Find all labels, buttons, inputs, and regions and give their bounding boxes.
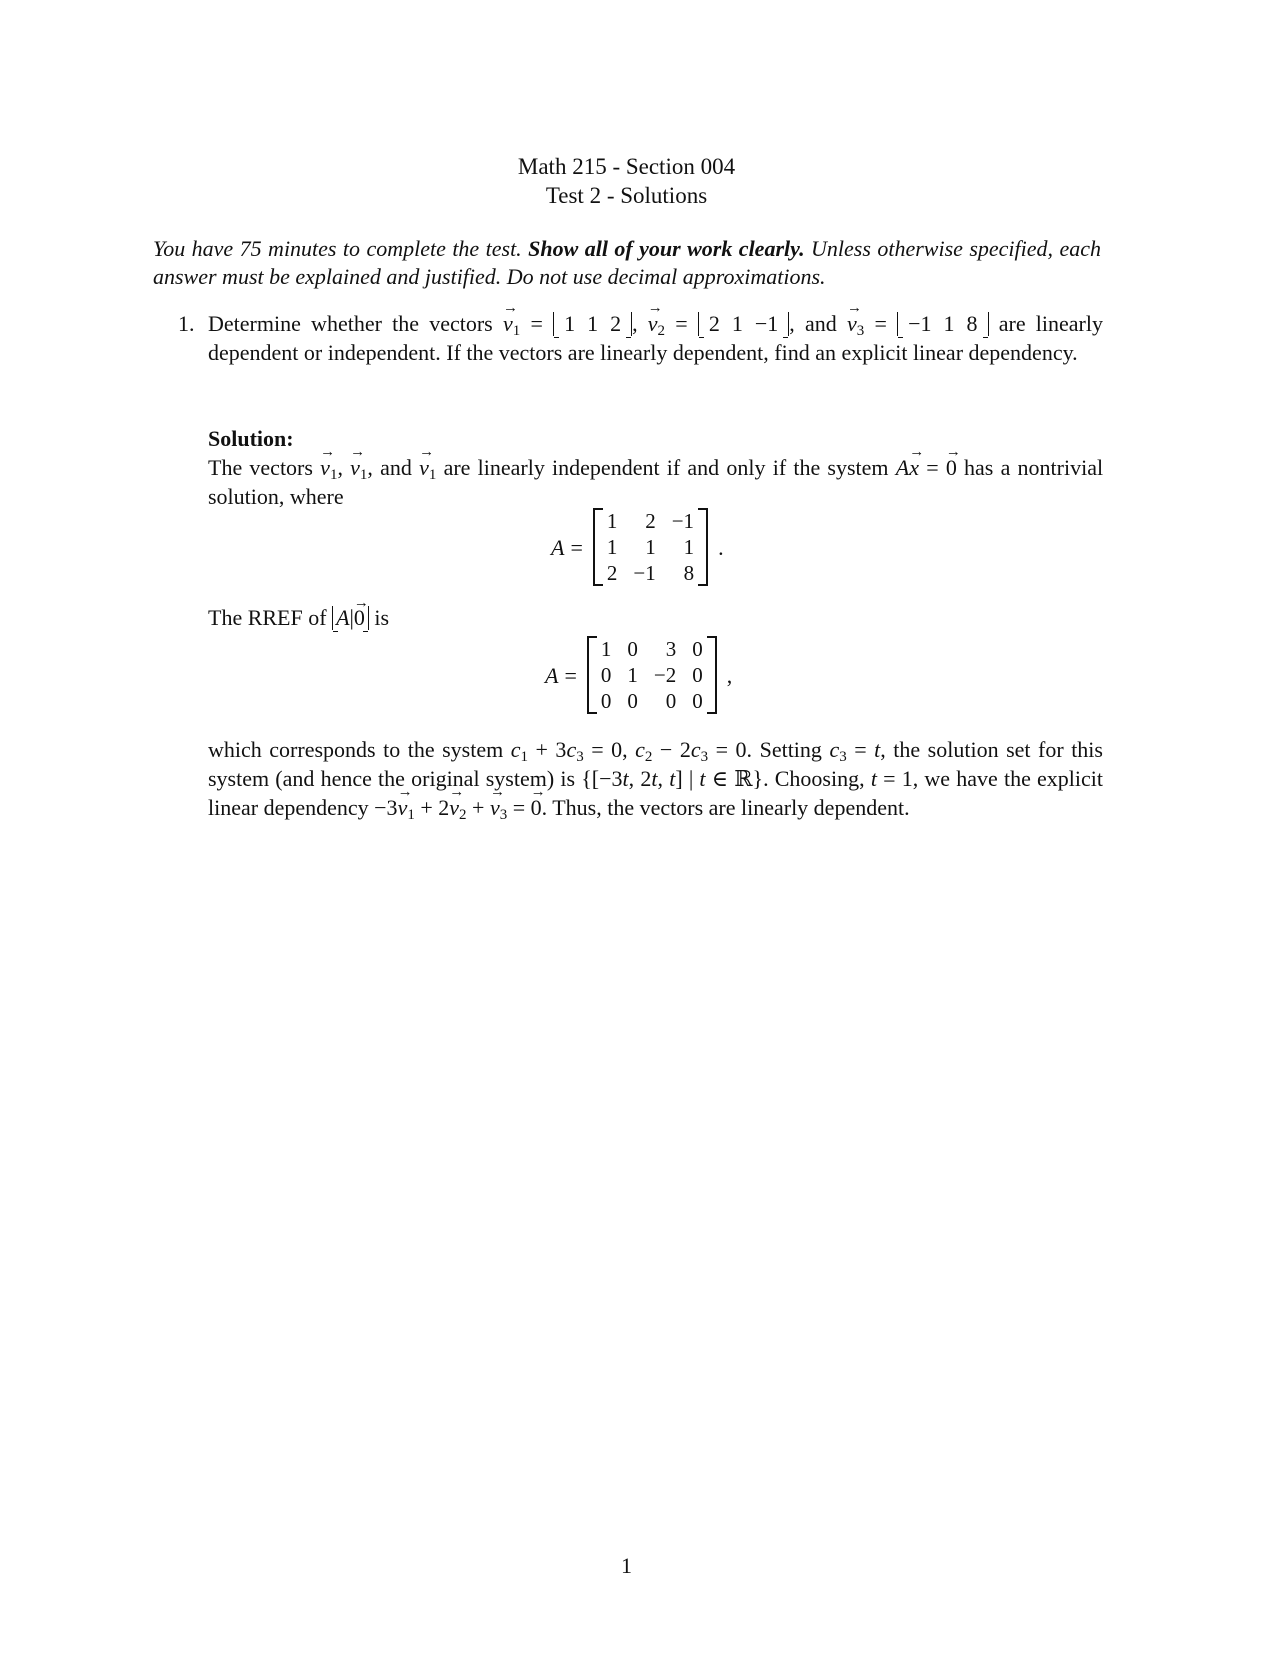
matrix-a-display: A = 1 2 −1 1 1 1 2 −1 8 . bbox=[551, 509, 724, 585]
v2-symbol: → v bbox=[648, 309, 658, 338]
and-text: , and bbox=[789, 311, 837, 336]
title-block bbox=[0, 152, 1253, 210]
instructions-part1: You have 75 minutes to complete the test. bbox=[153, 236, 522, 261]
matrix-a-label: A = bbox=[551, 534, 583, 560]
solution-heading: Solution: bbox=[208, 426, 294, 451]
rref-matrix: 1 0 3 0 0 1 −2 0 0 0 0 0 bbox=[587, 636, 717, 714]
problem-intro: Determine whether the vectors bbox=[208, 311, 493, 336]
page-number: 1 bbox=[621, 1553, 632, 1578]
rref-matrix-label: A = bbox=[545, 662, 577, 688]
v2-vector: 2 1 −1 bbox=[698, 312, 789, 336]
solution-block bbox=[208, 424, 1103, 511]
instructions bbox=[153, 235, 1101, 291]
v3-vector: −1 1 8 bbox=[897, 312, 988, 336]
v1-symbol: → v bbox=[503, 309, 513, 338]
v3-symbol: → v bbox=[847, 309, 857, 338]
instructions-part2: Unless otherwise specified, each answer must be explained and justified. Do not use decimal approximations. bbox=[153, 236, 1101, 289]
problem-rest: are linearly dependent or independent. If the vectors are linearly dependent, find an explicit linear dependency. bbox=[208, 311, 1103, 365]
rref-matrix-display: A = 1 0 3 0 0 1 −2 0 0 0 0 0 , bbox=[545, 637, 733, 713]
test-title: Test 2 - Solutions bbox=[545, 183, 708, 208]
problem-statement: Determine whether the vectors → $v_1 = 1$ 1 2 , → $v_2 = 2$ 1 −1 , and → $v_3 = -1$ 1 8 are linearly dependent or independent. If the vectors are linearly dependent, find an explicit linear dependency. bbox=[208, 309, 1103, 367]
solution-conclusion: which corresponds to the system $c_1 + 3c_3 = 0$, $c_2 - 2c_3 = 0$. Setting $c_3 = t$, the solution set for this system (and hence the original system) is {[−3t, 2t, t] | t ∈ ℝ}. Choosing, t = 1, we have the explicit linear dependency $-3\to v_1 + 2\to v_2$ + → $v_3$ = → 0. Thus, the vectors are linearly dependent. bbox=[208, 735, 1103, 822]
problem-1 bbox=[178, 309, 1103, 367]
instructions-bold: Show all of your work clearly. bbox=[528, 236, 805, 261]
problem-number: 1. bbox=[178, 311, 195, 336]
solution-intro: The vectors → $v_1$, → $v_1$, and → $v_1$ are linearly independent if and only if the system A→ x = → 0 has a nontrivial solution, where bbox=[208, 453, 1103, 511]
augmented-symbol: A|→ 0 bbox=[332, 606, 369, 630]
course-title: Math 215 - Section 004 bbox=[517, 154, 736, 179]
v1-vector: 1 1 2 bbox=[553, 312, 632, 336]
matrix-a: 1 2 −1 1 1 1 2 −1 8 bbox=[593, 508, 708, 586]
rref-intro: The RREF of A|→ 0 is bbox=[208, 603, 389, 632]
